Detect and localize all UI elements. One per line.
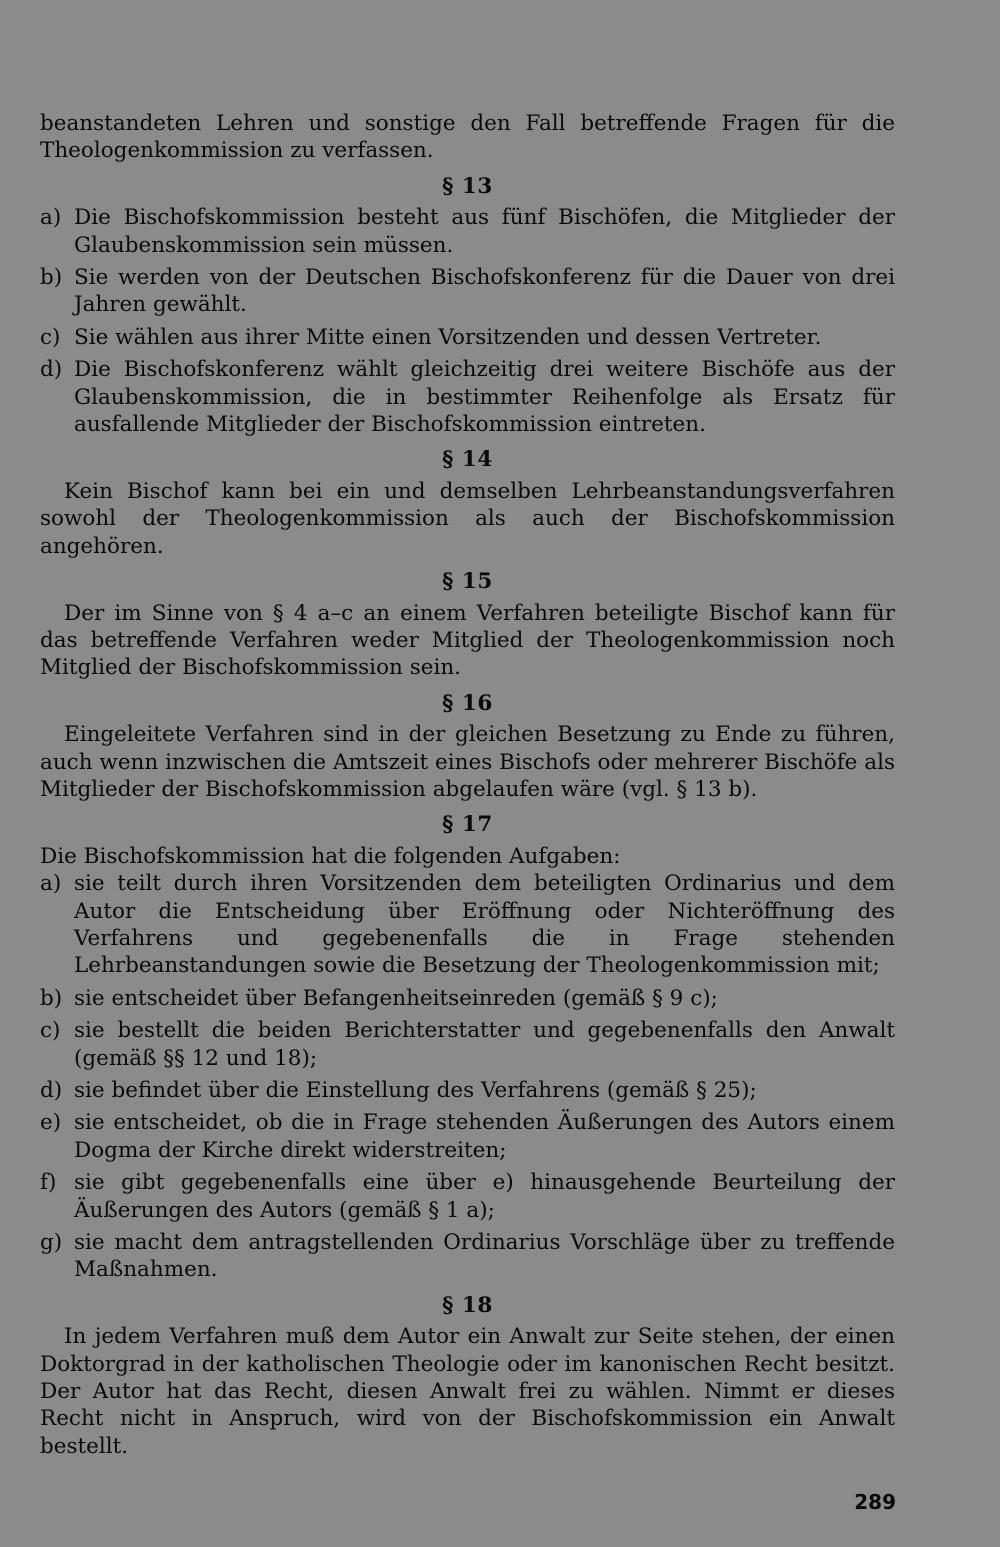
section-13-item-b bbox=[40, 264, 895, 319]
item-label: e) bbox=[40, 1110, 62, 1136]
item-label: f) bbox=[40, 1170, 57, 1196]
section-15-paragraph: Der im Sinne von § 4 a–c an einem Verfahren beteiligte Bischof kann für das betreffende Verfahren weder Mitglied der Theologenkommission noch Mitglied der Bischofskommission sein. bbox=[40, 600, 895, 681]
section-17-item-a bbox=[40, 870, 895, 980]
item-label: b) bbox=[40, 985, 63, 1011]
item-label: a) bbox=[40, 871, 62, 897]
section-heading-18: § 18 bbox=[442, 1292, 493, 1318]
item-text: Sie werden von der Deutschen Bischofskonferenz für die Dauer von drei Jahren gewählt. bbox=[74, 265, 895, 318]
section-17-lead: Die Bischofskommission hat die folgenden Aufgaben: bbox=[40, 843, 621, 869]
section-14-paragraph: Kein Bischof kann bei ein und demselben Lehrbeanstandungsverfahren sowohl der Theologenkommission als auch der Bischofskommission angehören. bbox=[40, 478, 895, 559]
section-18-paragraph: In jedem Verfahren muß dem Autor ein Anwalt zur Seite stehen, der einen Doktorgrad in der katholischen Theologie oder im kanonischen Recht besitzt. Der Autor hat das Recht, diesen Anwalt frei zu wählen. Nimmt er dieses Recht nicht in Anspruch, wird von der Bischofskommission ein Anwalt bestellt. bbox=[40, 1324, 895, 1459]
section-17-item-c bbox=[40, 1017, 895, 1072]
item-label: d) bbox=[40, 357, 63, 383]
item-text: sie macht dem antragstellenden Ordinarius Vorschläge über zu treffende Maßnahmen. bbox=[74, 1230, 895, 1283]
item-text: sie befindet über die Einstellung des Verfahrens (gemäß § 25); bbox=[74, 1078, 757, 1103]
section-13-item-a bbox=[40, 204, 895, 259]
page-number: 289 bbox=[854, 1490, 896, 1514]
section-heading-15: § 15 bbox=[442, 569, 493, 595]
item-text: Die Bischofskommission besteht aus fünf Bischöfen, die Mitglieder der Glaubenskommission sein müssen. bbox=[74, 205, 895, 258]
section-16-paragraph: Eingeleitete Verfahren sind in der gleichen Besetzung zu Ende zu führen, auch wenn inzwischen die Amtszeit eines Bischofs oder mehrerer Bischöfe als Mitglieder der Bischofskommission abgelaufen wäre (vgl. § 13 b). bbox=[40, 722, 895, 802]
item-label: d) bbox=[40, 1078, 63, 1103]
item-label: c) bbox=[40, 324, 61, 350]
item-text: sie entscheidet über Befangenheitseinreden (gemäß § 9 c); bbox=[74, 985, 718, 1011]
section-17-item-e bbox=[40, 1109, 895, 1164]
item-text: sie gibt gegebenenfalls eine über e) hinausgehende Beurteilung der Äußerungen des Autors (gemäß § 1 a); bbox=[74, 1170, 895, 1223]
section-heading-16: § 16 bbox=[442, 690, 493, 716]
item-text: sie teilt durch ihren Vorsitzenden dem beteiligten Ordinarius und dem Autor die Entscheidung über Eröffnung oder Nichteröffnung des Verfahrens und gegebenenfalls die in Frage stehenden Lehrbeanstandungen sowie die Besetzung der Theologenkommission mit; bbox=[74, 871, 895, 979]
section-heading-14: § 14 bbox=[442, 447, 493, 473]
section-heading-17: § 17 bbox=[442, 812, 493, 838]
item-label: c) bbox=[40, 1018, 61, 1044]
item-text: sie entscheidet, ob die in Frage stehenden Äußerungen des Autors einem Dogma der Kirche direkt widerstreiten; bbox=[74, 1110, 895, 1163]
item-label: a) bbox=[40, 205, 62, 231]
item-text: sie bestellt die beiden Berichterstatter und gegebenenfalls den Anwalt (gemäß §§ 12 und 18); bbox=[74, 1018, 895, 1071]
section-17-item-d bbox=[40, 1077, 895, 1104]
section-17-item-g bbox=[40, 1229, 895, 1284]
section-13-item-d bbox=[40, 356, 895, 438]
document-page bbox=[40, 110, 895, 1460]
section-heading-13: § 13 bbox=[442, 173, 493, 199]
item-text: Die Bischofskonferenz wählt gleichzeitig drei weitere Bischöfe aus der Glaubenskommission, die in bestimmter Reihenfolge als Ersatz für ausfallende Mitglieder der Bischofskommission eintreten. bbox=[74, 357, 895, 438]
section-17-item-f bbox=[40, 1169, 895, 1224]
item-label: b) bbox=[40, 265, 63, 291]
item-text: Sie wählen aus ihrer Mitte einen Vorsitzenden und dessen Vertreter. bbox=[74, 324, 822, 350]
intro-paragraph: beanstandeten Lehren und sonstige den Fall betreffende Fragen für die Theologenkommission zu verfassen. bbox=[40, 111, 895, 164]
item-label: g) bbox=[40, 1230, 63, 1256]
section-17-item-b bbox=[40, 985, 895, 1012]
section-13-item-c bbox=[40, 324, 895, 351]
